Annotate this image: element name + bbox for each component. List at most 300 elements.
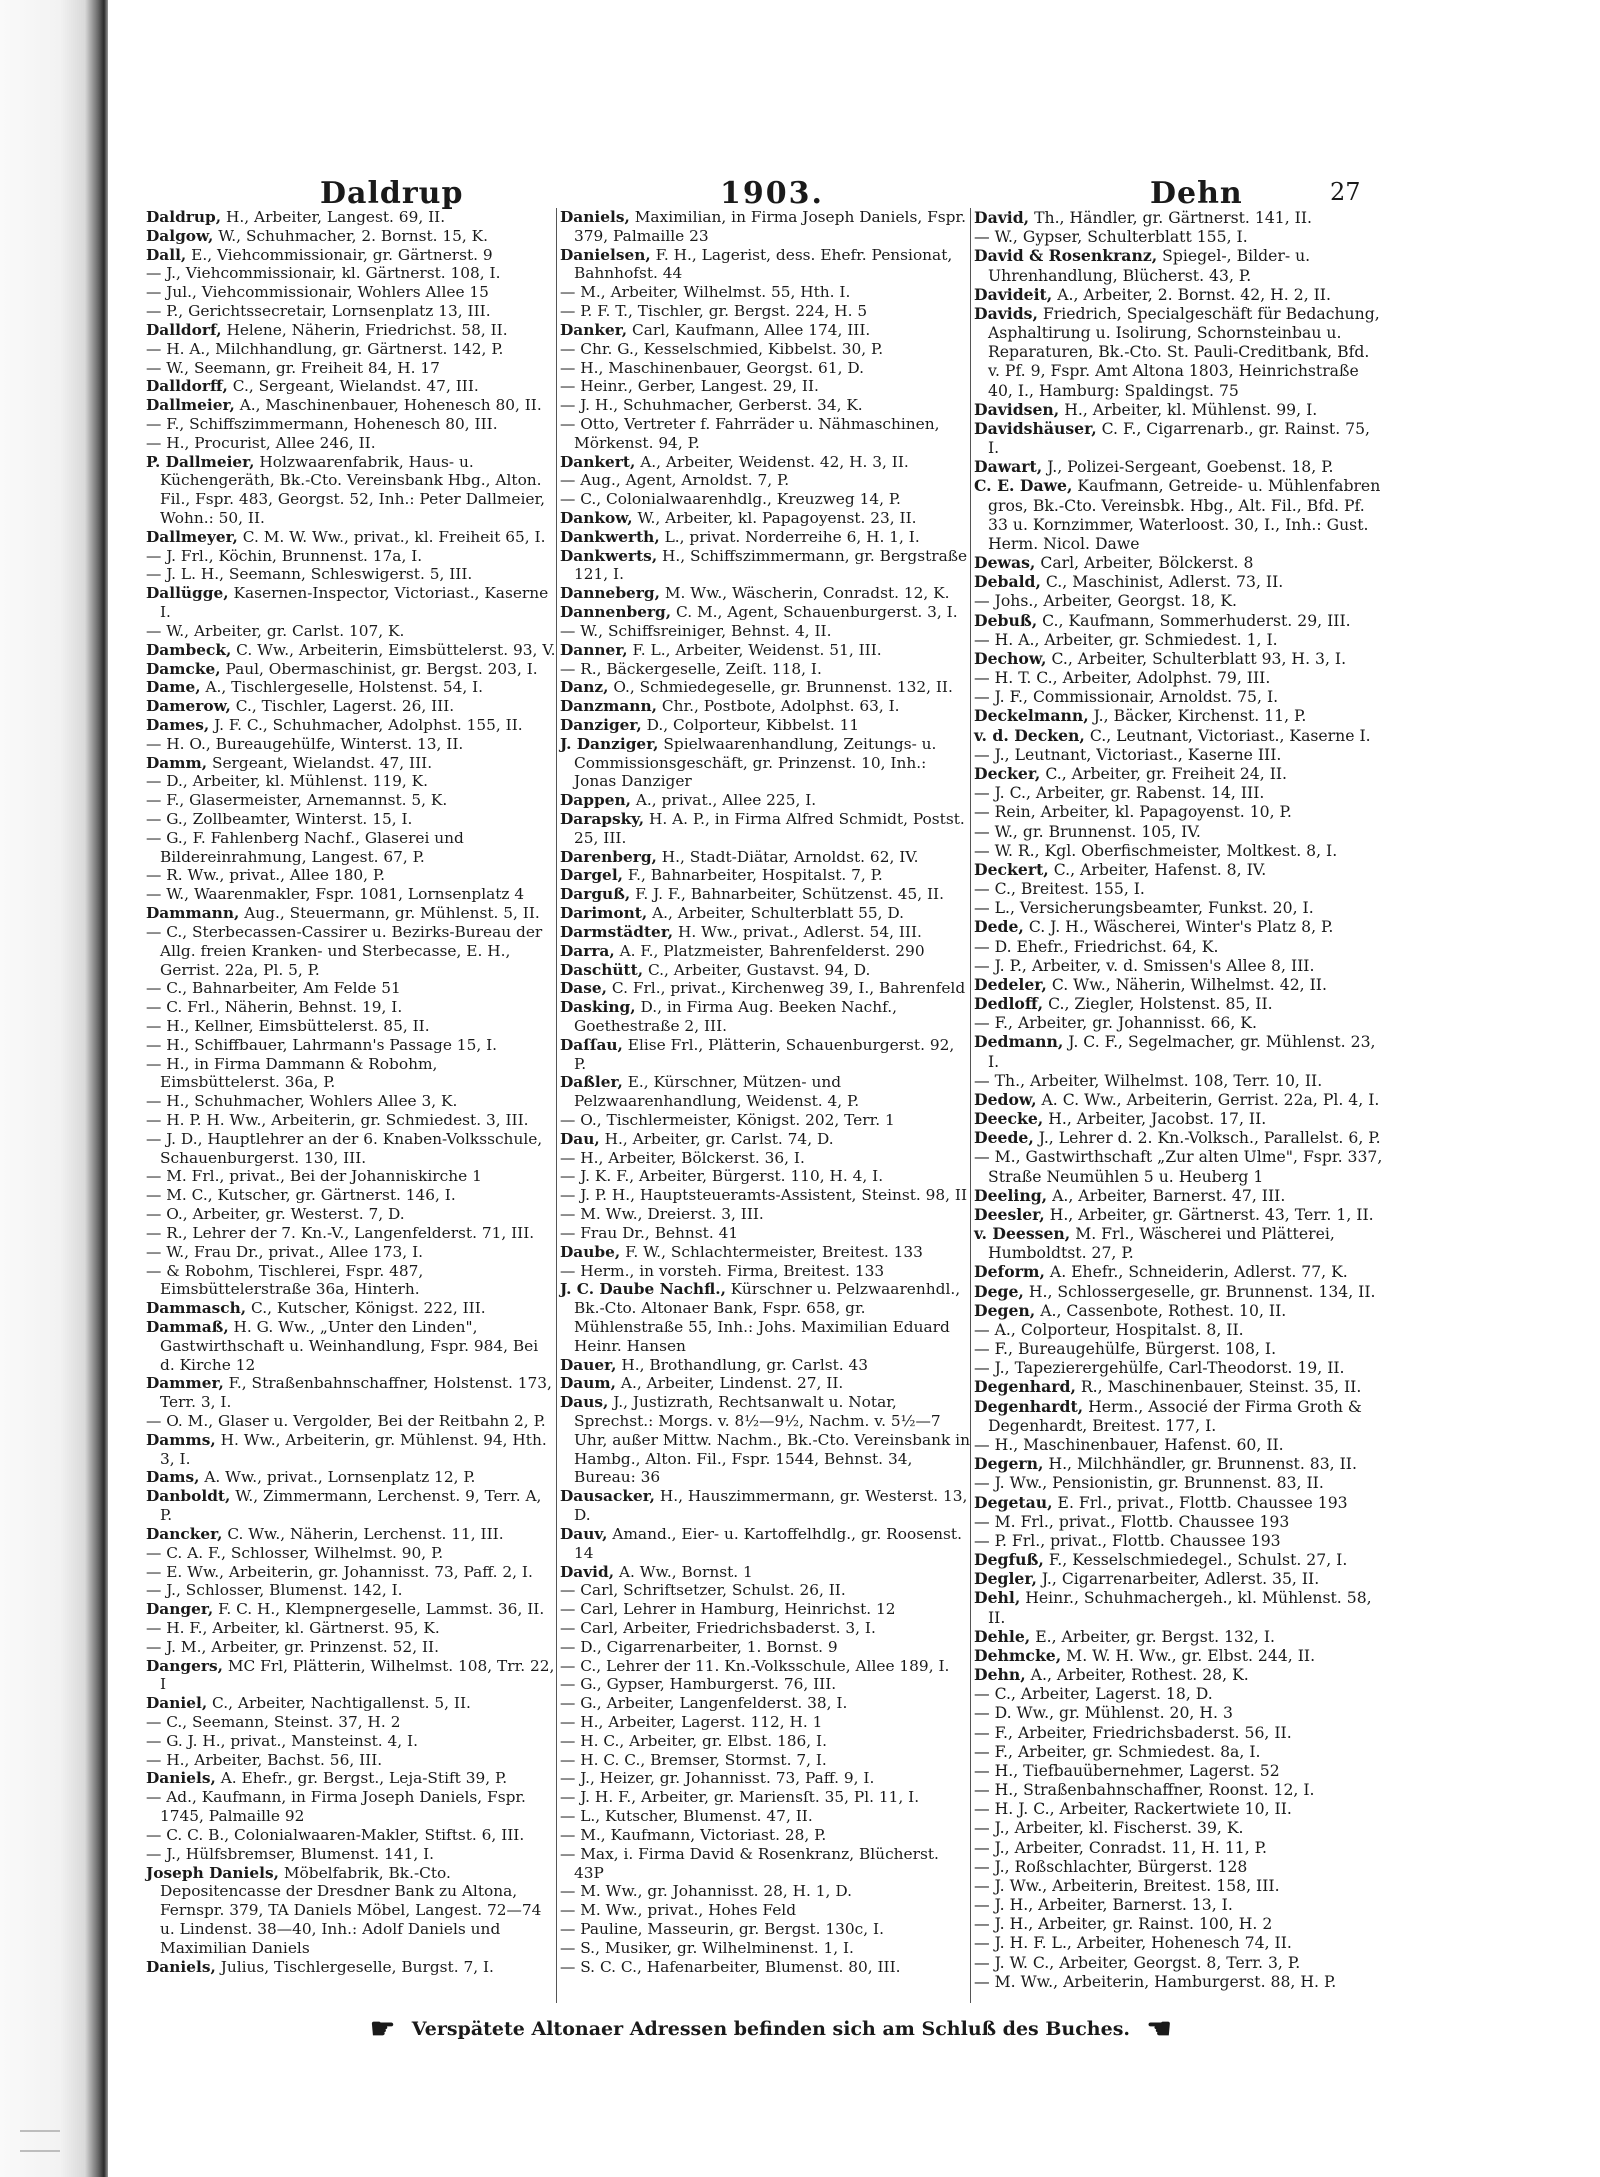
entry-surname: Degern, [974,1454,1044,1474]
entry-surname: Dawart, [974,457,1043,477]
entry-details: — M. Ww., Dreierst. 3, III. [560,1205,764,1224]
directory-entry [560,1186,970,1205]
entry-details: Paul, Obermaschinist, gr. Bergst. 203, I. [220,659,538,678]
directory-entry [974,764,1384,783]
entry-details: F. J. F., Bahnarbeiter, Schützenst. 45, II. [630,885,944,904]
entry-details: — C., Bahnarbeiter, Am Felde 51 [146,979,401,998]
entry-surname: Debuß, [974,610,1038,630]
entry-surname: Davidshäuser, [974,418,1097,438]
entry-details: — H., Schuhmacher, Wohlers Allee 3, K. [146,1092,458,1111]
directory-entry [146,1826,556,1845]
entry-surname: Damms, [146,1430,216,1449]
directory-entry [146,998,556,1017]
entry-surname: Daube, [560,1242,621,1261]
directory-entry [560,1845,970,1883]
entry-details: Kasernen-Inspector, Victoriast., Kaserne I. [160,584,549,622]
directory-entry [560,1262,970,1281]
directory-entry [146,1092,556,1111]
entry-details: Aug., Steuermann, gr. Mühlenst. 5, II. [239,904,540,923]
directory-entry [974,1454,1384,1473]
entry-details: — Rein, Arbeiter, kl. Papagoyenst. 10, P. [974,802,1292,822]
entry-surname: Dehmcke, [974,1645,1062,1665]
entry-details: — Pauline, Masseurin, gr. Bergst. 130c, I. [560,1919,884,1938]
entry-surname: Daniels, [146,1957,216,1976]
directory-entry [560,697,970,716]
entry-details: — G., Gypser, Hamburgerst. 76, III. [560,1675,837,1694]
entry-details: A., Cassenbote, Rothest. 10, II. [1035,1300,1287,1320]
entry-details: Amand., Eier- u. Kartoffelhdlg., gr. Roosenst. 14 [574,1524,962,1562]
entry-surname: Dannenberg, [560,603,672,622]
entry-details: — S. C. C., Hafenarbeiter, Blumenst. 80, III. [560,1957,901,1976]
directory-entry [974,975,1384,994]
directory-entry [974,1147,1384,1185]
entry-surname: Dammann, [146,904,240,923]
entry-details: H. A. P., in Firma Alfred Schmidt, Postst. 25, III. [574,810,965,847]
entry-surname: Dechow, [974,648,1047,668]
entry-surname: David & Rosenkranz, [974,246,1158,266]
entry-details: — Carl, Schriftsetzer, Schulst. 26, II. [560,1581,846,1600]
directory-entry [146,1563,556,1582]
directory-entry [146,340,556,359]
column-middle [560,208,970,1976]
directory-entry [560,1713,970,1732]
directory-entry [560,1563,970,1582]
entry-details: — J. H., Schuhmacher, Gerberst. 34, K. [560,396,863,415]
entry-details: A., Arbeiter, Barnerst. 47, III. [1047,1185,1286,1205]
entry-surname: Daum, [560,1374,616,1393]
directory-entry [974,630,1384,649]
entry-details: — H. C., Arbeiter, gr. Elbst. 186, I. [560,1731,827,1750]
entry-details: — C. Frl., Näherin, Behnst. 19, I. [146,998,403,1017]
directory-entry [974,1224,1384,1262]
entry-surname: Daniels, [560,208,630,226]
directory-entry [560,885,970,904]
directory-entry [974,1282,1384,1301]
entry-details: — J. Frl., Köchin, Brunnenst. 17a, I. [146,546,423,565]
directory-entry [146,1487,556,1525]
entry-surname: Damm, [146,753,208,772]
entry-details: — L., Versicherungsbeamter, Funkst. 20, I. [974,898,1314,918]
entry-surname: Daniels, [146,1769,216,1788]
page-footer [370,2012,1270,2045]
directory-entry [146,565,556,584]
directory-entry [560,1581,970,1600]
entry-details: — J. W. C., Arbeiter, Georgst. 8, Terr. 3, P. [974,1952,1301,1972]
directory-entry [560,1675,970,1694]
directory-entry [146,1036,556,1055]
entry-details: — M., Gastwirthschaft „Zur alten Ulme", Fspr. 337, Straße Neumühlen 5 u. Heuberg 1 [974,1147,1383,1186]
directory-entry [146,1600,556,1619]
entry-details: H. Ww., Arbeiterin, gr. Mühlenst. 94, Hth. 3, I. [160,1430,547,1468]
directory-entry [560,1356,970,1375]
entry-details: — O., Arbeiter, gr. Westerst. 7, D. [146,1205,405,1224]
entry-details: — J. Ww., Arbeiterin, Breitest. 158, III. [974,1875,1280,1895]
entry-details: — D., Arbeiter, kl. Mühlenst. 119, K. [146,772,428,791]
directory-entry [146,264,556,283]
directory-entry [560,998,970,1036]
directory-entry [560,1826,970,1845]
entry-surname: Darimont, [560,904,648,923]
directory-entry [146,1374,556,1412]
directory-entry [146,678,556,697]
entry-details: F., Kesselschmiedegel., Schulst. 27, I. [1043,1550,1348,1570]
column-right [974,208,1384,1991]
entry-surname: P. Dallmeier, [146,452,255,471]
entry-surname: Darenberg, [560,847,657,866]
entry-details: C., Arbeiter, Gustavst. 94, D. [643,960,871,979]
entry-details: E., Viehcommissionair, gr. Gärtnerst. 9 [186,245,493,264]
directory-entry [974,745,1384,764]
directory-entry [974,1109,1384,1128]
directory-entry [560,396,970,415]
entry-details: — J., Roßschlachter, Bürgerst. 128 [974,1856,1248,1876]
entry-surname: v. d. Decken, [974,725,1085,745]
directory-entry [146,1864,556,1958]
entry-details: — C., Sterbecassen-Cassirer u. Bezirks-Bureau der Allg. freien Kranken- und Sterbecasse, E. H., Gerrist. 22a, Pl. 5, P. [146,922,543,979]
entry-details: H. Ww., privat., Adlerst. 54, III. [673,922,922,941]
directory-entry [974,917,1384,936]
entry-details: D., in Firma Aug. Beeken Nachf., Goethestraße 2, III. [574,998,898,1035]
spine-mark [20,2130,60,2132]
directory-entry [974,956,1384,975]
entry-surname: Davideit, [974,284,1053,304]
directory-entry [974,687,1384,706]
entry-details: — J., Leutnant, Victoriast., Kaserne III. [974,744,1282,764]
entry-details: — A., Colporteur, Hospitalst. 8, II. [974,1319,1244,1339]
directory-entry [974,553,1384,572]
entry-details: Kürschner u. Pelzwaarenhdl., Bk.-Cto. Altonaer Bank, Fspr. 658, gr. Mühlenstraße 55, Inh.: Johs. Maximilian Eduard Heinr. Hansen [574,1280,961,1355]
entry-details: C. F., Cigarrenarb., gr. Rainst. 75, I. [988,418,1371,458]
directory-entry [974,611,1384,630]
directory-entry [146,735,556,754]
entry-details: — D. Ehefr., Friedrichst. 64, K. [974,936,1219,956]
directory-entry [974,1895,1384,1914]
directory-entry [560,1073,970,1111]
entry-details: — H., Arbeiter, Bölckerst. 36, I. [560,1148,805,1167]
entry-surname: Deede, [974,1128,1034,1148]
directory-entry [146,1657,556,1695]
header-right-word: Dehn [1150,176,1243,211]
entry-details: H., Milchhändler, gr. Brunnenst. 83, II. [1043,1454,1357,1474]
directory-entry [974,1512,1384,1531]
directory-entry [146,1167,556,1186]
directory-entry [974,1493,1384,1512]
entry-surname: Danzmann, [560,697,657,716]
entry-details: Möbelfabrik, Bk.-Cto. Depositencasse der Dresdner Bank zu Altona, Fernspr. 379, TA Daniels Möbel, Langest. 72—74 u. Lindenst. 38—40, Inh.: Adolf Daniels und Maximilian Daniels [160,1863,542,1957]
entry-details: — H. F., Arbeiter, kl. Gärtnerst. 95, K. [146,1618,440,1637]
directory-entry [974,1128,1384,1147]
entry-details: — F., Arbeiter, Friedrichsbaderst. 56, II. [974,1722,1292,1742]
entry-details: A., Maschinenbauer, Hohenesch 80, II. [234,396,542,415]
entry-details: — J., Tapezierergehülfe, Carl-Theodorst. 19, II. [974,1358,1345,1378]
entry-surname: Davidsen, [974,399,1060,419]
directory-entry [974,1358,1384,1377]
directory-entry [146,1468,556,1487]
entry-details: J. C. F., Segelmacher, gr. Mühlenst. 23, I. [988,1032,1376,1071]
directory-entry [974,1914,1384,1933]
entry-details: A. C. Ww., Arbeiterin, Gerrist. 22a, Pl. 4, I. [1036,1089,1380,1109]
entry-details: — L., Kutscher, Blumenst. 47, II. [560,1807,813,1826]
entry-details: Helene, Näherin, Friedrichst. 58, II. [221,320,508,339]
entry-details: — C., Breitest. 155, I. [974,879,1145,899]
entry-details: Spielwaarenhandlung, Zeitungs- u. Commissionsgeschäft, gr. Prinzenst. 10, Inh.: Jonas Danziger [574,734,937,791]
directory-entry [146,1525,556,1544]
entry-surname: Debald, [974,572,1041,592]
entry-surname: Dalgow, [146,226,214,245]
entry-surname: Darapsky, [560,810,645,828]
directory-entry [560,1769,970,1788]
entry-surname: Degen, [974,1300,1036,1320]
directory-entry [974,1684,1384,1703]
entry-details: — Carl, Lehrer in Hamburg, Heinrichst. 12 [560,1600,896,1619]
entry-details: Chr., Postbote, Adolphst. 63, I. [656,697,900,716]
entry-details: — M. Frl., privat., Bei der Johanniskirche 1 [146,1167,482,1186]
entry-details: — W., Gypser, Schulterblatt 155, I. [974,227,1248,247]
directory-entry [974,419,1384,457]
entry-surname: Daschütt, [560,960,644,979]
directory-entry [974,572,1384,591]
entry-surname: David, [974,208,1030,227]
entry-details: L., privat. Norderreihe 6, H. 1, I. [659,527,920,546]
directory-entry [974,898,1384,917]
directory-entry [974,591,1384,610]
directory-entry [560,1939,970,1958]
entry-details: — W., Arbeiter, gr. Carlst. 107, K. [146,621,405,640]
entry-details: H., Hauszimmermann, gr. Westerst. 13, D. [574,1487,968,1525]
entry-details: H., Arbeiter, Langest. 69, II. [221,208,446,226]
directory-entry [974,1972,1384,1991]
directory-entry [974,1531,1384,1550]
directory-entry [146,1243,556,1262]
directory-entry [146,453,556,528]
entry-details: — M. Frl., privat., Flottb. Chaussee 193 [974,1511,1290,1531]
entry-details: D., Colporteur, Kibbelst. 11 [641,715,860,734]
entry-surname: Dankow, [560,509,633,527]
directory-entry [560,848,970,867]
directory-entry [974,1262,1384,1281]
entry-details: — Johs., Arbeiter, Georgst. 18, K. [974,591,1238,611]
entry-details: — R., Lehrer der 7. Kn.-V., Langenfelderst. 71, III. [146,1223,535,1242]
entry-details: H., Brothandlung, gr. Carlst. 43 [616,1355,869,1374]
entry-details: M. Ww., Wäscherin, Conradst. 12, K. [659,584,950,603]
directory-entry [974,227,1384,246]
entry-details: — M. Ww., privat., Hohes Feld [560,1901,797,1920]
entry-surname: Damerow, [146,697,231,716]
directory-entry [146,283,556,302]
entry-details: — J. L. H., Seemann, Schleswigerst. 5, III. [146,565,473,584]
entry-details: — Heinr., Gerber, Langest. 29, II. [560,377,819,396]
entry-surname: J. Danziger, [560,734,659,753]
directory-entry [146,1958,556,1977]
entry-details: — G. J. H., privat., Mansteinst. 4, I. [146,1731,418,1750]
entry-details: — M. Ww., Arbeiterin, Hamburgerst. 88, H. P. [974,1971,1337,1991]
directory-entry [146,697,556,716]
entry-details: — J. P., Arbeiter, v. d. Smissen's Allee 8, III. [974,955,1315,975]
entry-details: — & Robohm, Tischlerei, Fspr. 487, Eimsbüttelerstraße 36a, Hinterh. [146,1261,424,1299]
directory-entry [146,923,556,979]
entry-surname: Dams, [146,1468,200,1487]
entry-details: — H. J. C., Arbeiter, Rackertwiete 10, II. [974,1799,1292,1819]
entry-details: — J. K. F., Arbeiter, Bürgerst. 110, H. 4, I. [560,1167,884,1186]
directory-entry [146,1619,556,1638]
spine-mark [20,2150,60,2152]
directory-entry [974,1435,1384,1454]
directory-entry [146,1713,556,1732]
entry-details: C., Leutnant, Victoriast., Kaserne I. [1084,725,1371,745]
entry-details: F., Straßenbahnschaffner, Holstenst. 173, Terr. 3, I. [160,1374,552,1412]
entry-surname: Dallmeyer, [146,527,238,546]
directory-entry [974,1301,1384,1320]
entry-details: — H. P. H. Ww., Arbeiterin, gr. Schmiedest. 3, III. [146,1111,529,1129]
column-divider [556,208,557,2003]
directory-entry [146,547,556,566]
entry-details: C. Frl., privat., Kirchenweg 39, I., Bahrenfeld [607,979,966,998]
entry-details: H., Schlossergeselle, gr. Brunnenst. 134, II. [1023,1281,1376,1301]
entry-details: — J. P. H., Hauptsteueramts-Assistent, Steinst. 98, II [560,1186,968,1205]
entry-details: — D., Cigarrenarbeiter, 1. Bornst. 9 [560,1637,838,1656]
directory-entry [560,1130,970,1149]
entry-details: Carl, Arbeiter, Bölckerst. 8 [1035,553,1254,573]
directory-entry [560,810,970,848]
directory-entry [560,1036,970,1074]
directory-entry [974,1627,1384,1646]
column-divider [970,208,971,2003]
entry-surname: Joseph Daniels, [146,1863,279,1882]
directory-entry [146,321,556,340]
directory-entry [974,994,1384,1013]
entry-surname: Dammasch, [146,1299,247,1318]
entry-details: C., Arbeiter, Schulterblatt 93, H. 3, I. [1046,648,1347,668]
entry-surname: v. Deessen, [974,1224,1071,1244]
directory-entry [560,1374,970,1393]
entry-details: H., Stadt-Diätar, Arnoldst. 62, IV. [656,847,919,866]
entry-surname: Dausacker, [560,1487,656,1506]
entry-details: — F., Glasermeister, Arnemannst. 5, K. [146,791,448,810]
entry-details: — Jul., Viehcommissionair, Wohlers Allee 15 [146,283,489,302]
entry-details: — H., Maschinenbauer, Georgst. 61, D. [560,358,864,377]
directory-entry [560,584,970,603]
entry-details: — F., Arbeiter, gr. Schmiedest. 8a, I. [974,1741,1261,1761]
entry-surname: Dedmann, [974,1032,1064,1052]
directory-entry [974,246,1384,284]
directory-entry [146,1186,556,1205]
directory-entry [560,359,970,378]
directory-entry [560,904,970,923]
directory-entry [974,937,1384,956]
pointing-hand-left-icon: ☚ [1146,2012,1172,2045]
entry-details: — H. A., Milchhandlung, gr. Gärtnerst. 142, P. [146,339,504,358]
entry-surname: Dasking, [560,998,636,1017]
entry-details: — H., in Firma Dammann & Robohm, Eimsbüttelerst. 36a, P. [146,1054,438,1092]
directory-entry [560,490,970,509]
directory-entry [974,726,1384,745]
entry-details: J. F. C., Schuhmacher, Adolphst. 155, II. [209,715,523,734]
directory-entry [146,810,556,829]
entry-details: — J., Arbeiter, Conradst. 11, H. 11, P. [974,1837,1267,1857]
directory-entry [974,1876,1384,1895]
entry-surname: Dammer, [146,1374,224,1393]
entry-details: C. J. H., Wäscherei, Winter's Platz 8, P. [1023,917,1334,937]
directory-entry [146,1638,556,1657]
entry-details: A., Tischlergeselle, Holstenst. 54, I. [200,678,484,697]
entry-details: F. L., Arbeiter, Weidenst. 51, III. [627,640,882,659]
directory-entry [560,528,970,547]
entry-surname: Dehl, [974,1588,1021,1608]
entry-details: — F., Bureaugehülfe, Bürgerst. 108, I. [974,1339,1277,1359]
directory-entry [146,1412,556,1431]
entry-surname: Degler, [974,1569,1037,1589]
directory-entry [560,961,970,980]
directory-entry [146,1055,556,1093]
directory-entry [560,1280,970,1355]
entry-details: — H., Maschinenbauer, Hafenst. 60, II. [974,1435,1284,1454]
entry-details: — P., Gerichtssecretair, Lornsenplatz 13, III. [146,302,491,321]
entry-surname: Darguß, [560,885,631,904]
entry-details: Friedrich, Specialgeschäft für Bedachung, Asphaltirung u. Isolirung, Schornsteinbau u. Reparaturen, Bk.-Cto. St. Pauli-Creditbank, Bfd. v. Pf. 9, Fspr. Amt Altona 1803, Heinrichstraße 40, I., Hamburg: Spaldingst. 75 [988,303,1380,400]
entry-surname: Danboldt, [146,1487,231,1506]
entry-details: — Otto, Vertreter f. Fahrräder u. Nähmaschinen, Mörkenst. 94, P. [560,414,940,452]
directory-entry [560,603,970,622]
entry-details: — O. M., Glaser u. Vergolder, Bei der Reitbahn 2, P. [146,1412,546,1430]
entry-details: — J. H., Arbeiter, gr. Rainst. 100, H. 2 [974,1914,1273,1934]
entry-details: — J. H., Arbeiter, Barnerst. 13, I. [974,1895,1233,1915]
entry-details: Th., Händler, gr. Gärtnerst. 141, II. [1029,208,1312,227]
directory-entry [146,1544,556,1563]
directory-entry [974,1665,1384,1684]
directory-entry [560,1619,970,1638]
entry-details: — G., F. Fahlenberg Nachf., Glaserei und Bildereinrahmung, Langest. 67, P. [146,828,464,866]
entry-surname: Dauer, [560,1355,617,1374]
directory-entry [560,1393,970,1487]
directory-entry [146,791,556,810]
directory-entry [146,246,556,265]
directory-entry [974,1703,1384,1722]
entry-details: — M., Kaufmann, Victoriast. 28, P. [560,1825,827,1844]
directory-entry [560,735,970,791]
footer-notice: Verspätete Altonaer Adressen befinden sich am Schluß des Buches. [411,2017,1131,2040]
directory-entry [146,359,556,378]
directory-entry [974,1320,1384,1339]
entry-surname: Dehn, [974,1665,1026,1685]
directory-entry [560,1638,970,1657]
entry-details: C. Ww., Arbeiterin, Eimsbüttelerst. 93, V. [231,640,556,659]
directory-entry [974,1818,1384,1837]
directory-entry [974,802,1384,821]
entry-details: — J. C., Arbeiter, gr. Rabenst. 14, III. [974,783,1265,803]
entry-details: — H. A., Arbeiter, gr. Schmiedest. 1, I. [974,629,1278,649]
entry-details: Kaufmann, Getreide- u. Mühlenfabren gros, Bk.-Cto. Vereinsbk. Hbg., Alt. Fil., Bfd. Pf. 33 u. Kornzimmer, Waterloost. 30, I., Inh.: Gust. Herm. Nicol. Dawe [988,476,1381,553]
entry-surname: Dau, [560,1129,600,1148]
entry-surname: Daſſau, [560,1035,623,1054]
entry-details: — E. Ww., Arbeiterin, gr. Johannisst. 73, Paff. 2, I. [146,1562,533,1581]
directory-entry [560,453,970,472]
entry-details: — J. D., Hauptlehrer an der 6. Knaben-Volksschule, Schauenburgerst. 130, III. [146,1129,543,1167]
directory-entry [146,1845,556,1864]
entry-details: E., Arbeiter, gr. Bergst. 132, I. [1030,1626,1275,1646]
entry-surname: Dames, [146,715,210,734]
entry-details: C. M., Agent, Schauenburgerst. 3, I. [671,603,958,622]
directory-entry [146,1262,556,1300]
directory-entry [560,509,970,528]
directory-entry [974,1186,1384,1205]
directory-entry [974,649,1384,668]
entry-surname: Danziger, [560,715,642,734]
directory-entry [146,415,556,434]
directory-entry [974,706,1384,725]
directory-entry [146,1130,556,1168]
directory-entry [560,1751,970,1770]
entry-surname: Davids, [974,303,1038,323]
